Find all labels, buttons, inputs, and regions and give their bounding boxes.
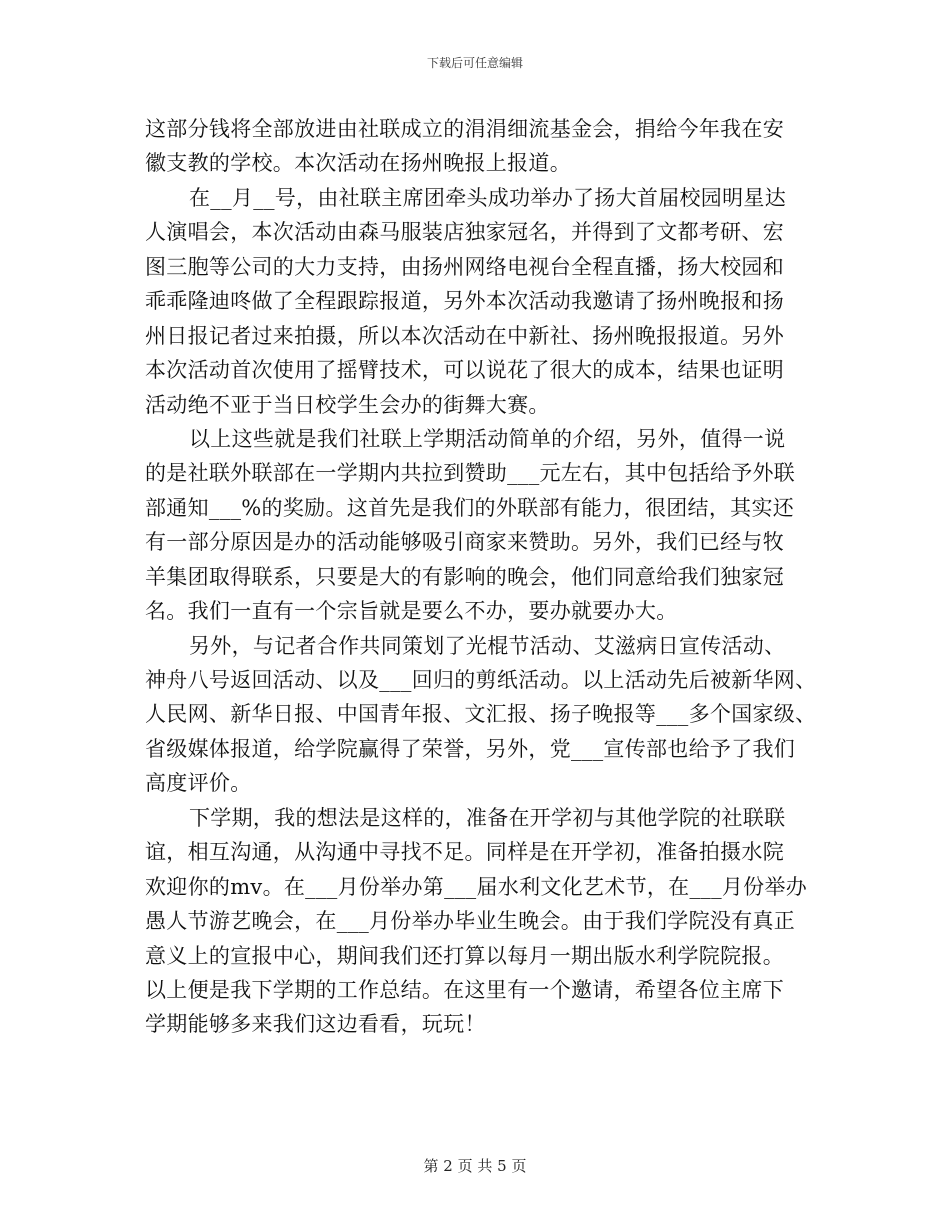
text-line: 的是社联外联部在一学期内共拉到赞助___元左右，其中包括给予外联 [145,461,796,486]
text-line: 另外，与记者合作共同策划了光棍节活动、艾滋病日宣传活动、 [189,633,786,658]
text-line: 省级媒体报道，给学院赢得了荣誉，另外，党___宣传部也给予了我们 [145,736,796,761]
page-header-note: 下载后可任意编辑 [426,56,523,70]
text-line: 高度评价。 [145,771,252,796]
text-line: 活动绝不亚于当日校学生会办的街舞大赛。 [145,392,550,417]
text-line: 部通知___%的奖励。这首先是我们的外联部有能力，很团结，其实还 [145,495,795,520]
text-line: 学期能够多来我们这边看看，玩玩！ [145,1012,486,1037]
text-line: 在__月__号，由社联主席团牵头成功举办了扬大首届校园明星达 [189,185,786,210]
text-line: 州日报记者过来拍摄，所以本次活动在中新社、扬州晚报报道。另外 [145,323,784,348]
text-line: 羊集团取得联系，只要是大的有影响的晚会，他们同意给我们独家冠 [145,564,784,589]
text-line: 以上便是我下学期的工作总结。在这里有一个邀请，希望各位主席下 [145,977,784,1002]
text-line: 欢迎你的mv。在___月份举办第___届水利文化艺术节，在___月份举办 [145,874,808,899]
text-line: 神舟八号返回活动、以及___回归的剪纸活动。以上活动先后被新华网、 [145,668,817,692]
text-line: 图三胞等公司的大力支持，由扬州网络电视台全程直播，扬大校园和 [145,254,784,279]
text-line: 徽支教的学校。本次活动在扬州晚报上报道。 [145,151,571,176]
page-number: 第 2 页 共 5 页 [423,1157,527,1175]
text-line: 这部分钱将全部放进由社联成立的涓涓细流基金会，捐给今年我在安 [145,117,784,141]
text-line: 有一部分原因是办的活动能够吸引商家来赞助。另外，我们已经与牧 [145,530,784,555]
text-line: 下学期，我的想法是这样的，准备在开学初与其他学院的社联联 [189,805,786,830]
text-line: 本次活动首次使用了摇臂技术，可以说花了很大的成本，结果也证明 [145,358,784,383]
document-body [145,112,825,1042]
text-line: 以上这些就是我们社联上学期活动简单的介绍，另外，值得一说 [189,426,786,451]
text-line: 谊，相互沟通，从沟通中寻找不足。同样是在开学初，准备拍摄水院 [145,840,784,865]
text-line: 人演唱会，本次活动由森马服装店独家冠名，并得到了文都考研、宏 [145,220,784,245]
text-line: 人民网、新华日报、中国青年报、文汇报、扬子晚报等___多个国家级、 [145,702,817,727]
text-line: 名。我们一直有一个宗旨就是要么不办，要办就要办大。 [145,599,678,624]
text-line: 意义上的宣报中心，期间我们还打算以每月一期出版水利学院院报。 [145,943,784,968]
text-line: 愚人节游艺晚会，在___月份举办毕业生晚会。由于我们学院没有真正 [145,909,796,934]
text-line: 乖乖隆迪咚做了全程跟踪报道，另外本次活动我邀请了扬州晚报和扬 [145,289,784,314]
